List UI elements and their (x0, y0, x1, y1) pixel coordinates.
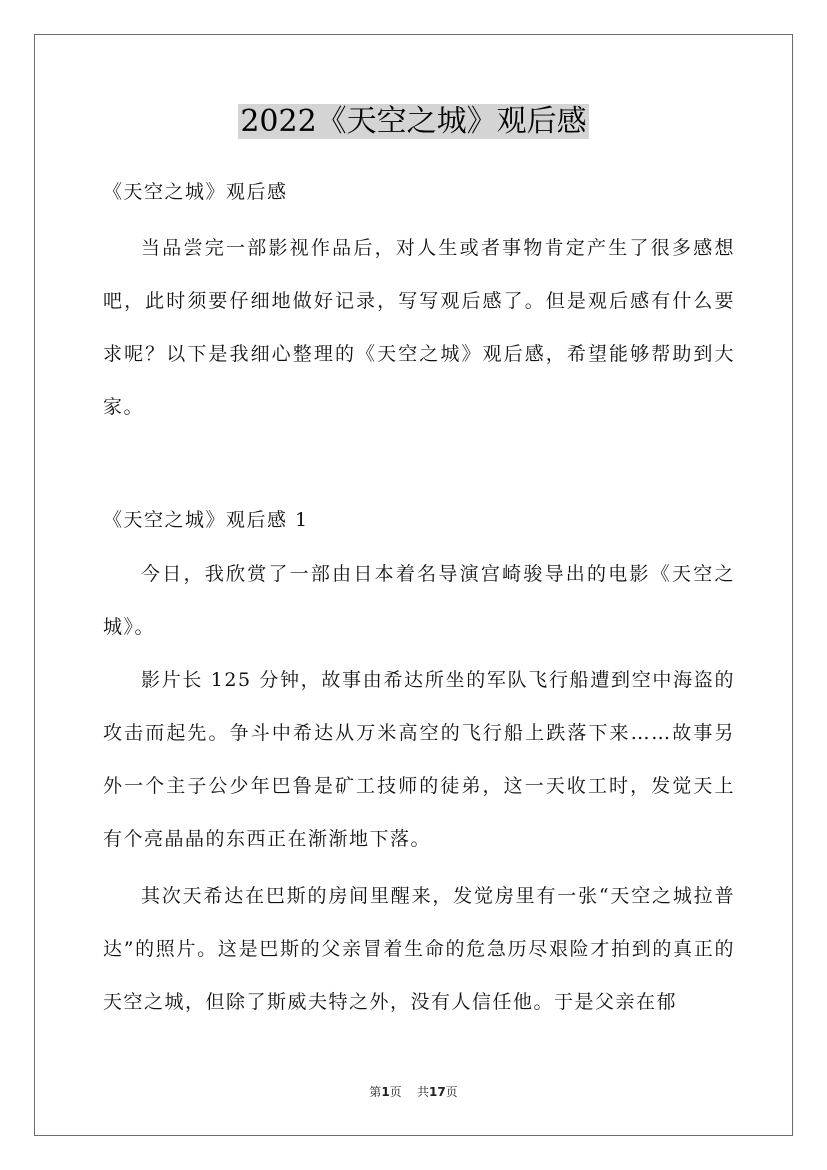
body-paragraph-1: 今日，我欣赏了一部由日本着名导演宫崎骏导出的电影《天空之城》。 (103, 563, 735, 638)
intro-paragraph: 当品尝完一部影视作品后，对人生或者事物肯定产生了很多感想吧，此时须要仔细地做好记录，写写观后感了。但是观后感有什么要求呢？以下是我细心整理的《天空之城》观后感，希望能够帮助到大家。 (103, 237, 735, 418)
page-number: 1 (381, 1085, 390, 1099)
body-paragraph-3: 其次天希达在巴斯的房间里醒来，发觉房里有一张“天空之城拉普达”的照片。这是巴斯的父亲冒着生命的危急历尽艰险才拍到的真正的天空之城，但除了斯威夫特之外，没有人信任他。于是父亲在郁 (103, 885, 735, 1013)
section-heading: 《天空之城》观后感 1 (103, 509, 309, 531)
total-suffix: 页 (445, 1085, 458, 1099)
total-pages: 17 (428, 1085, 446, 1099)
document-subtitle: 《天空之城》观后感 (103, 181, 288, 203)
document-title (0, 100, 827, 144)
page-suffix: 页 (389, 1085, 402, 1099)
page-footer (0, 1083, 827, 1100)
body-paragraph-2: 影片长 125 分钟，故事由希达所坐的军队飞行船遭到空中海盗的攻击而起先。争斗中希达从万米高空的飞行船上跌落下来……故事另外一个主子公少年巴鲁是矿工技师的徒弟，这一天收工时，发觉天上有个亮晶晶的东西正在渐渐地下落。 (103, 669, 735, 850)
document-title-text: 2022《天空之城》观后感 (240, 104, 587, 139)
page-prefix: 第 (369, 1085, 382, 1099)
total-prefix: 共 (416, 1085, 429, 1099)
